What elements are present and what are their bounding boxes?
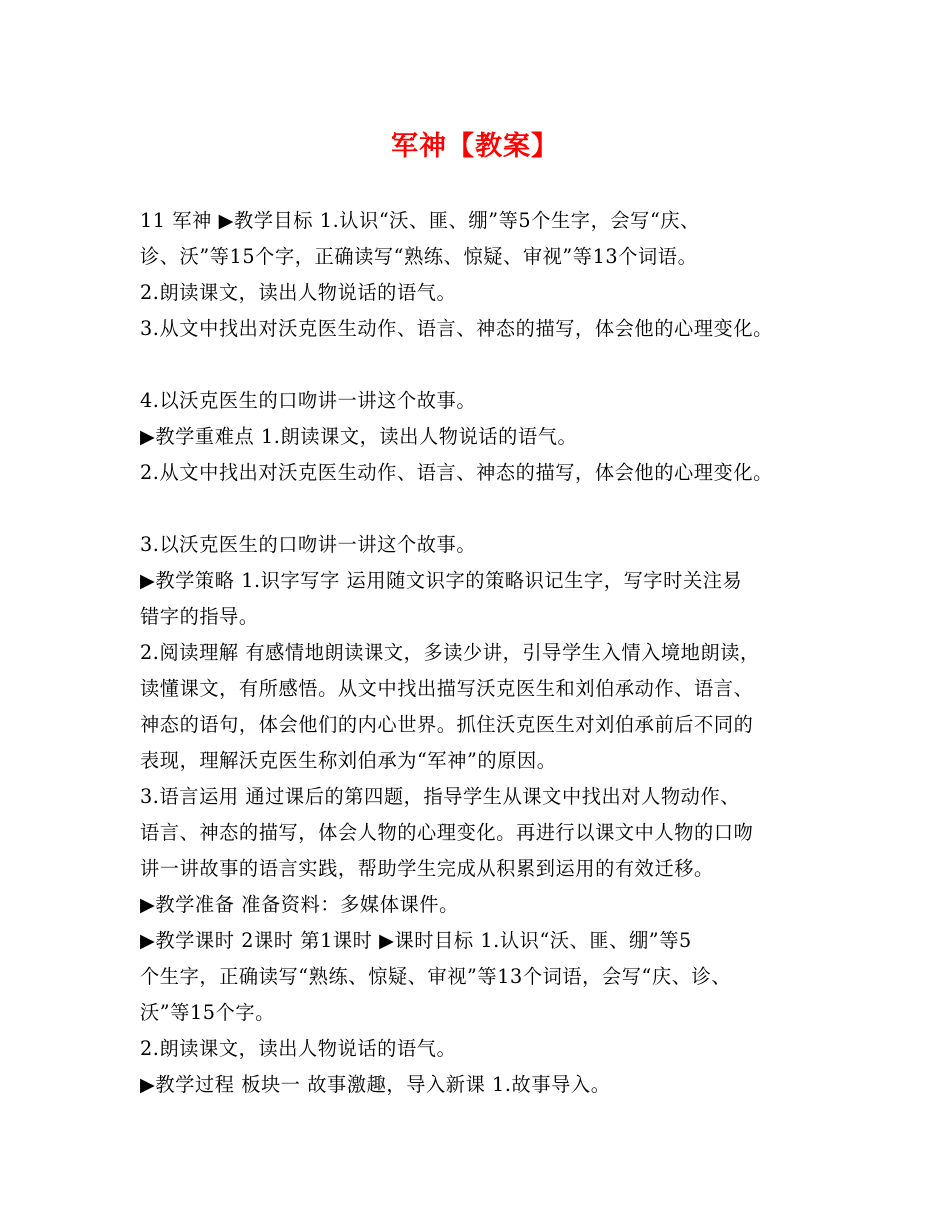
text-line: 2.从文中找出对沃克医生动作、语言、神态的描写，体会他的心理变化。	[140, 461, 773, 484]
text-line: ▶教学重难点 1.朗读课文，读出人物说话的语气。	[140, 425, 578, 448]
text-line: 2.阅读理解 有感情地朗读课文，多读少讲，引导学生入情入境地朗读，	[140, 641, 760, 664]
text-line: 2.朗读课文，读出人物说话的语气。	[140, 281, 457, 304]
text-line: 诊、沃”等15个字，正确读写“熟练、惊疑、审视”等13个词语。	[140, 245, 698, 268]
text-line: 神态的语句，体会他们的内心世界。抓住沃克医生对刘伯承前后不同的	[140, 713, 754, 736]
text-line: 3.语言运用 通过课后的第四题，指导学生从课文中找出对人物动作、	[140, 785, 741, 808]
text-line: 2.朗读课文，读出人物说话的语气。	[140, 1037, 457, 1060]
blank-line	[140, 347, 830, 383]
text-line: 沃”等15个字。	[140, 1001, 275, 1024]
text-line: 3.从文中找出对沃克医生动作、语言、神态的描写，体会他的心理变化。	[140, 317, 773, 340]
text-line: ▶教学过程 板块一 故事激趣，导入新课 1.故事导入。	[140, 1073, 611, 1096]
text-line: 表现，理解沃克医生称刘伯承为“军神”的原因。	[140, 749, 557, 772]
document-body	[140, 203, 830, 1103]
text-line: 错字的指导。	[140, 605, 259, 628]
text-line: 4.以沃克医生的口吻讲一讲这个故事。	[140, 389, 477, 412]
text-line: 读懂课文，有所感悟。从文中找出描写沃克医生和刘伯承动作、语言、	[140, 677, 754, 700]
text-line: 3.以沃克医生的口吻讲一讲这个故事。	[140, 533, 477, 556]
text-line: ▶教学课时 2课时 第1课时 ▶课时目标 1.认识“沃、匪、绷”等5	[140, 929, 692, 952]
text-line: 语言、神态的描写，体会人物的心理变化。再进行以课文中人物的口吻	[140, 821, 754, 844]
blank-line	[140, 491, 830, 527]
text-line: 讲一讲故事的语言实践，帮助学生完成从积累到运用的有效迁移。	[140, 857, 714, 880]
text-line: 个生字，正确读写“熟练、惊疑、审视”等13个词语，会写“庆、诊、	[140, 965, 732, 988]
text-line: ▶教学策略 1.识字写字 运用随文识字的策略识记生字，写字时关注易	[140, 569, 743, 592]
text-line: ▶教学准备 准备资料：多媒体课件。	[140, 893, 459, 916]
document-title: 军神【教案】	[391, 131, 559, 162]
text-line: 11 军神 ▶教学目标 1.认识“沃、匪、绷”等5个生字，会写“庆、	[140, 209, 700, 232]
